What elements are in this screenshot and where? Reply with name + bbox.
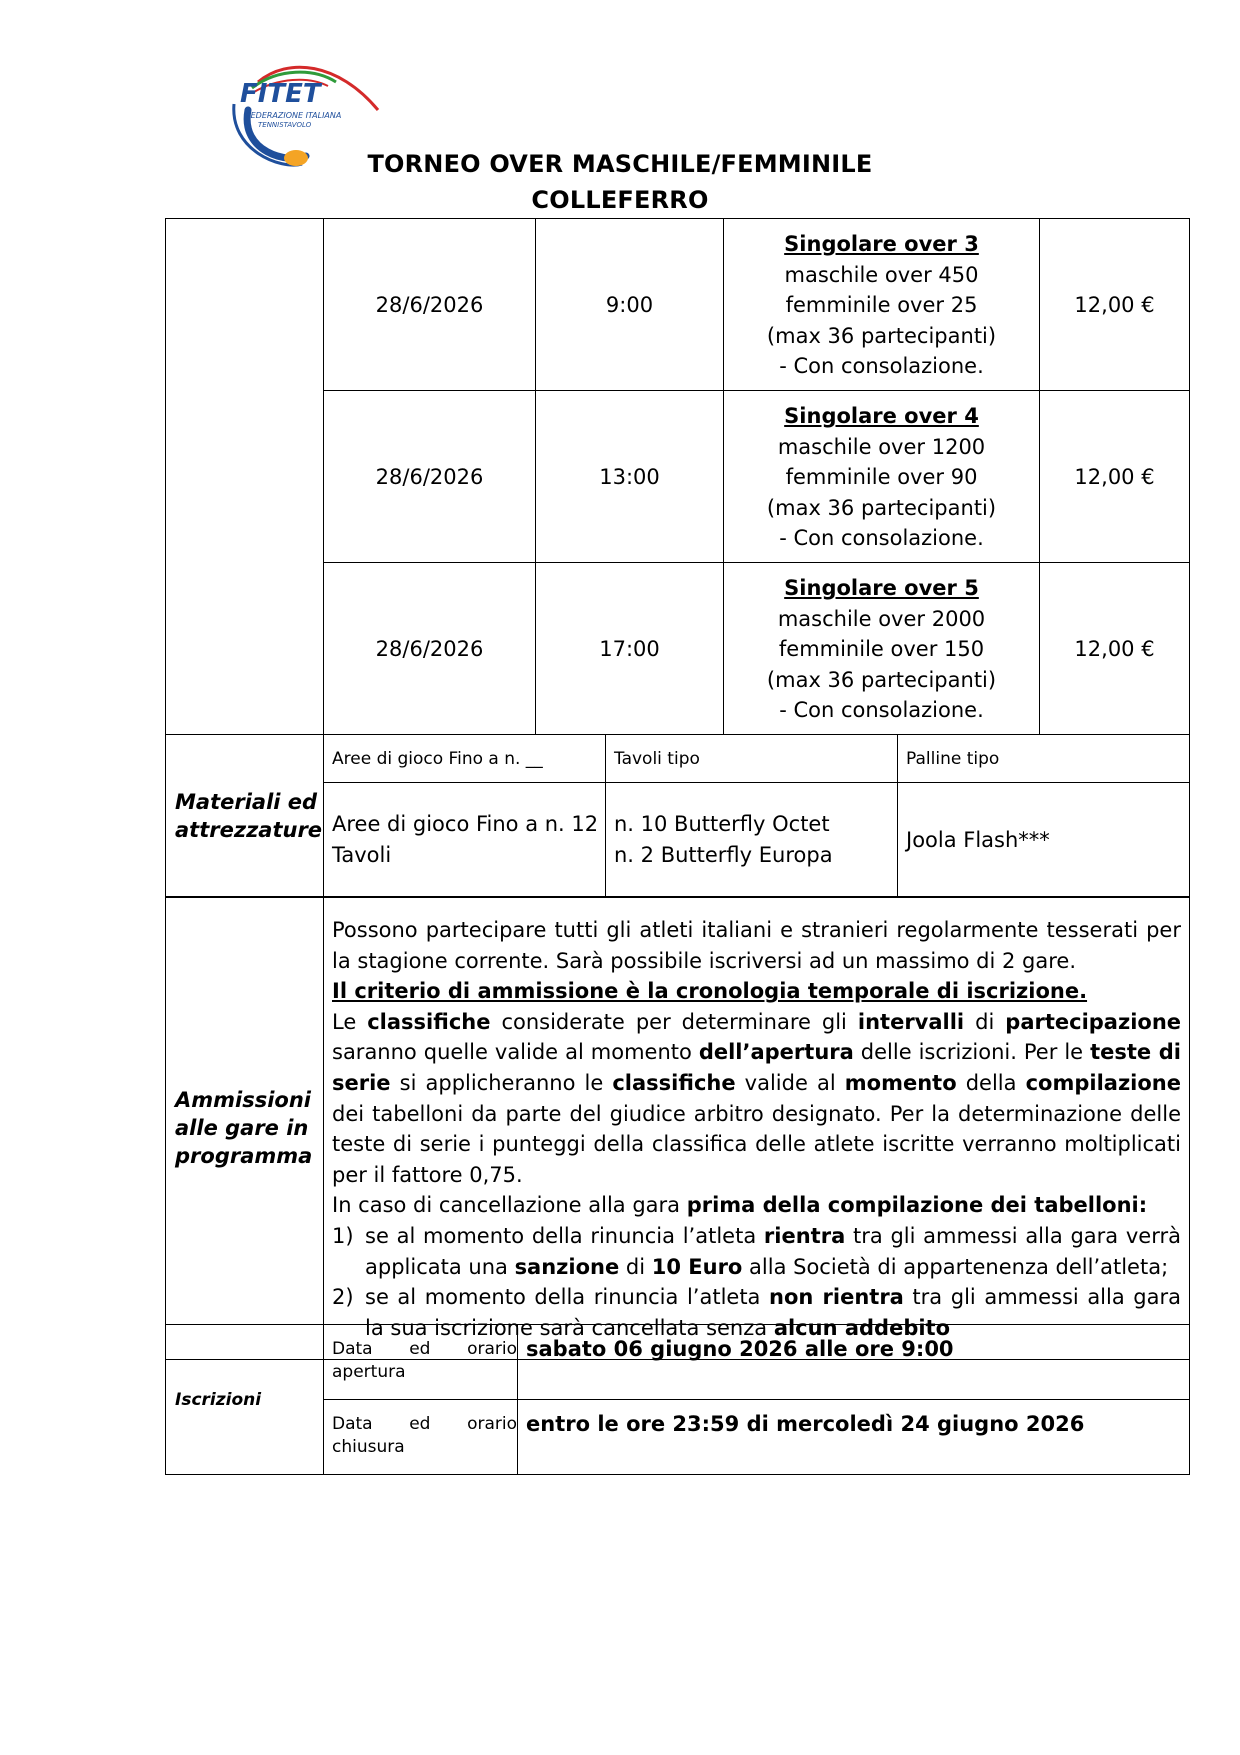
event-label-cell	[166, 391, 324, 563]
event-label-cell	[166, 219, 324, 391]
list-item: 2) se al momento della rinuncia l’atleta non rientra tra gli ammessi alla gara la sua iscrizione sarà cancellata senza alcun addebito	[332, 1285, 1182, 1340]
admissions-label-line3: programma	[175, 1144, 313, 1169]
areas-header: Aree di gioco Fino a n. __	[324, 735, 606, 783]
closing-value: entro le ore 23:59 di mercoledì 24 giugno 2026	[518, 1400, 1190, 1475]
materials-table	[165, 734, 1190, 898]
closing-label: Data ed orario chiusura	[324, 1400, 518, 1475]
event-time: 13:00	[536, 391, 724, 563]
event-row	[166, 391, 1190, 563]
event-row	[166, 219, 1190, 391]
event-male: maschile over 1200	[777, 434, 986, 459]
tables-value-line1: n. 10 Butterfly Octet	[614, 812, 830, 836]
logo-text: FITET	[240, 79, 321, 109]
areas-value-line2: Tavoli	[332, 843, 392, 867]
event-female: femminile over 90	[785, 465, 978, 490]
event-consolation: - Con consolazione.	[779, 354, 984, 379]
tables-value	[606, 783, 898, 898]
event-description	[724, 219, 1040, 391]
list-item: 1) se al momento della rinuncia l’atleta rientra tra gli ammessi alla gara verrà applicata una sanzione di 10 Euro alla Società di appartenenza dell’atleta;	[332, 1223, 1181, 1279]
logo-subtitle-2: TENNISTAVOLO	[258, 121, 312, 129]
event-description	[724, 391, 1040, 563]
page-subtitle: COLLEFERRO	[531, 186, 709, 214]
events-table	[165, 218, 1190, 735]
materials-label-line1: Materiali ed	[175, 790, 318, 814]
page-title: TORNEO OVER MASCHILE/FEMMINILE	[367, 150, 873, 178]
admissions-paragraph-3: Le classifiche considerate per determinare gli intervalli di partecipazione saranno quelle valide al momento dell’apertura delle iscrizioni. Per le teste di serie si applicheranno le classifiche valide al momento della compilazione dei tabelloni da parte del giudice arbitro designato. Per la determinazione delle teste di serie i punteggi della classifica delle atlete iscritte verranno moltiplicati per il fattore 0,75.	[332, 1009, 1182, 1187]
event-male: maschile over 450	[784, 262, 979, 287]
admissions-text	[324, 897, 1190, 1360]
balls-value: Joola Flash***	[898, 783, 1190, 898]
event-fee: 12,00 €	[1040, 391, 1190, 563]
admissions-label-line2: alle gare in	[175, 1116, 309, 1141]
materials-label-line2: attrezzature	[175, 818, 323, 842]
admissions-paragraph-1: Possono partecipare tutti gli atleti italiani e stranieri regolarmente tesserati per la stagione corrente. Sarà possibile iscriversi ad un massimo di 2 gare.	[332, 918, 1181, 973]
opening-value: sabato 06 giugno 2026 alle ore 9:00	[518, 1325, 1190, 1400]
event-time: 17:00	[536, 563, 724, 735]
event-max: (max 36 partecipanti)	[766, 667, 997, 692]
event-description	[724, 563, 1040, 735]
event-consolation: - Con consolazione.	[779, 526, 984, 551]
admissions-label-line1: Ammissioni	[175, 1088, 311, 1113]
event-fee: 12,00 €	[1040, 563, 1190, 735]
event-row	[166, 563, 1190, 735]
event-time: 9:00	[536, 219, 724, 391]
tables-value-line2: n. 2 Butterfly Europa	[614, 843, 833, 867]
admissions-label	[166, 897, 324, 1360]
admissions-paragraph-4: In caso di cancellazione alla gara prima della compilazione dei tabelloni:	[332, 1193, 1148, 1218]
tables-header: Tavoli tipo	[606, 735, 898, 783]
event-consolation: - Con consolazione.	[779, 698, 984, 723]
event-max: (max 36 partecipanti)	[766, 323, 997, 348]
admissions-criterion: Il criterio di ammissione è la cronologia temporale di iscrizione.	[332, 979, 1088, 1004]
registration-table	[165, 1324, 1190, 1475]
opening-label: Data ed orario apertura	[324, 1325, 518, 1400]
event-female: femminile over 150	[778, 637, 985, 662]
registration-label: Iscrizioni	[166, 1325, 324, 1475]
event-title: Singolare over 5	[784, 576, 979, 601]
event-title: Singolare over 3	[784, 232, 979, 257]
areas-value-line1: Aree di gioco Fino a n. 12	[332, 812, 599, 836]
event-male: maschile over 2000	[777, 606, 986, 631]
materials-label	[166, 735, 324, 898]
event-fee: 12,00 €	[1040, 219, 1190, 391]
event-label-cell	[166, 563, 324, 735]
event-date: 28/6/2026	[324, 219, 536, 391]
event-date: 28/6/2026	[324, 391, 536, 563]
event-female: femminile over 25	[785, 293, 978, 318]
admissions-table	[165, 896, 1190, 1360]
event-max: (max 36 partecipanti)	[766, 495, 997, 520]
event-title: Singolare over 4	[784, 404, 979, 429]
balls-header: Palline tipo	[898, 735, 1190, 783]
event-date: 28/6/2026	[324, 563, 536, 735]
areas-value	[324, 783, 606, 898]
logo-subtitle-1: FEDERAZIONE ITALIANA	[246, 111, 342, 120]
